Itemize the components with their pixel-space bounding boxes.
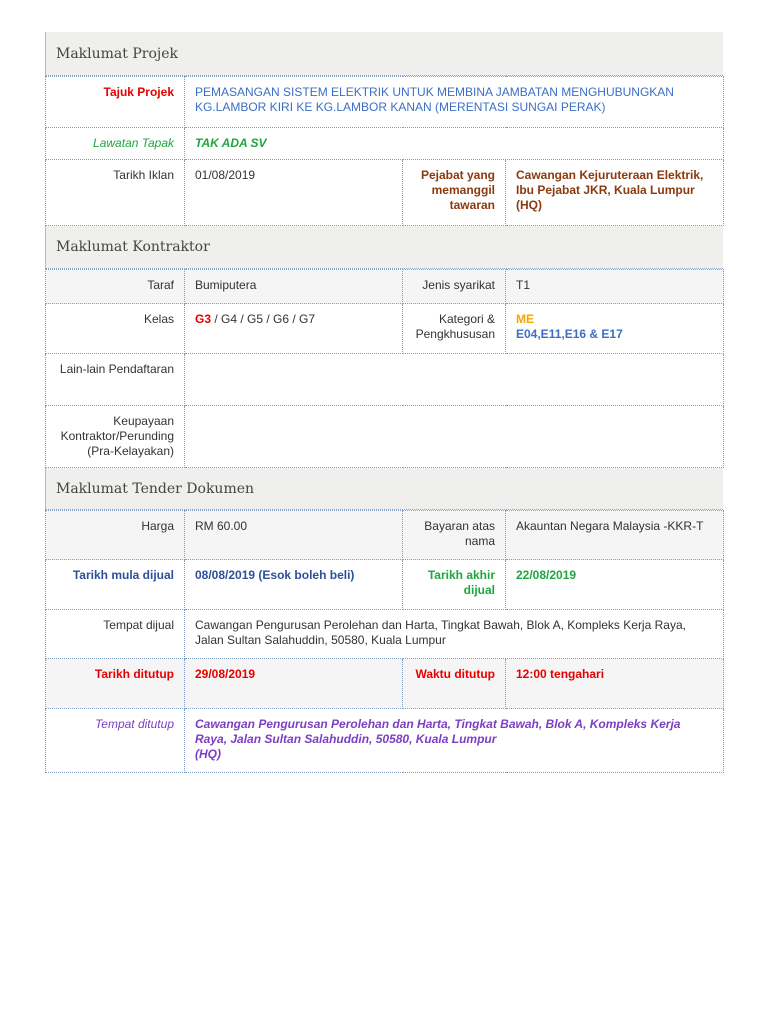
row-tarikh-ditutup [46,659,724,709]
section-header-tender [45,468,723,510]
value-keupayaan [185,406,724,468]
label-tajuk-projek: Tajuk Projek [46,77,185,128]
label-tarikh-akhir: Tarikh akhir dijual [403,560,506,610]
value-taraf: Bumiputera [185,270,403,304]
value-tajuk-projek: PEMASANGAN SISTEM ELEKTRIK UNTUK MEMBINA JAMBATAN MENGHUBUNGKAN KG.LAMBOR KIRI KE KG.LAMBOR KANAN (MERENTASI SUNGAI PERAK) [185,77,724,128]
value-tempat-dijual: Cawangan Pengurusan Perolehan dan Harta, Tingkat Bawah, Blok A, Kompleks Kerja Raya, Jalan Sultan Salahuddin, 50580, Kuala Lumpur [185,610,724,659]
label-tarikh-mula: Tarikh mula dijual [46,560,185,610]
value-kelas [185,304,403,354]
section-header-projek [45,32,723,76]
value-tarikh-akhir: 22/08/2019 [506,560,724,610]
value-tarikh-mula: 08/08/2019 (Esok boleh beli) [185,560,403,610]
label-tempat-ditutup: Tempat ditutup [46,709,185,773]
value-tempat-ditutup [185,709,724,773]
label-tarikh-ditutup: Tarikh ditutup [46,659,185,709]
kontraktor-table [45,269,724,468]
row-lain-lain [46,354,724,406]
label-tarikh-iklan: Tarikh Iklan [46,160,185,226]
row-tempat-ditutup [46,709,724,773]
row-taraf [46,270,724,304]
label-harga: Harga [46,511,185,560]
value-kategori [506,304,724,354]
label-jenis-syarikat: Jenis syarikat [403,270,506,304]
tempat-ditutup-line2: (HQ) [195,747,221,761]
section-title-tender: Maklumat Tender Dokumen [56,480,255,497]
label-pejabat: Pejabat yang memanggil tawaran [403,160,506,226]
value-jenis-syarikat: T1 [506,270,724,304]
value-bayaran: Akauntan Negara Malaysia -KKR-T [506,511,724,560]
value-tarikh-ditutup: 29/08/2019 [185,659,403,709]
row-tempat-dijual [46,610,724,659]
label-lawatan-tapak: Lawatan Tapak [46,128,185,160]
value-waktu-ditutup: 12:00 tengahari [506,659,724,709]
row-keupayaan [46,406,724,468]
value-tarikh-iklan: 01/08/2019 [185,160,403,226]
kelas-highlight: G3 [195,312,212,326]
row-lawatan [46,128,724,160]
label-keupayaan: Keupayaan Kontraktor/Perunding (Pra-Kelayakan) [46,406,185,468]
tender-info-sheet [45,32,723,773]
value-lain-lain [185,354,724,406]
label-bayaran: Bayaran atas nama [403,511,506,560]
tender-table [45,510,724,773]
label-lain-lain: Lain-lain Pendaftaran [46,354,185,406]
row-harga [46,511,724,560]
section-title-projek: Maklumat Projek [56,45,179,62]
label-kelas: Kelas [46,304,185,354]
value-lawatan-tapak: TAK ADA SV [185,128,724,160]
label-kategori: Kategori & Pengkhususan [403,304,506,354]
row-tajuk [46,77,724,128]
kategori-value: ME [516,312,534,326]
section-header-kontraktor [45,226,723,269]
kelas-rest: / G4 / G5 / G6 / G7 [211,312,316,326]
projek-table [45,76,724,226]
row-tarikh-iklan [46,160,724,226]
pengkhususan-value: E04,E11,E16 & E17 [516,327,623,341]
row-kelas [46,304,724,354]
label-tempat-dijual: Tempat dijual [46,610,185,659]
section-title-kontraktor: Maklumat Kontraktor [56,239,210,255]
label-taraf: Taraf [46,270,185,304]
label-waktu-ditutup: Waktu ditutup [403,659,506,709]
value-pejabat: Cawangan Kejuruteraan Elektrik, Ibu Pejabat JKR, Kuala Lumpur (HQ) [506,160,724,226]
value-harga: RM 60.00 [185,511,403,560]
tempat-ditutup-line1: Cawangan Pengurusan Perolehan dan Harta, Tingkat Bawah, Blok A, Kompleks Kerja Raya, Jalan Sultan Salahuddin, 50580, Kuala Lumpur [195,717,681,746]
row-tarikh-mula [46,560,724,610]
